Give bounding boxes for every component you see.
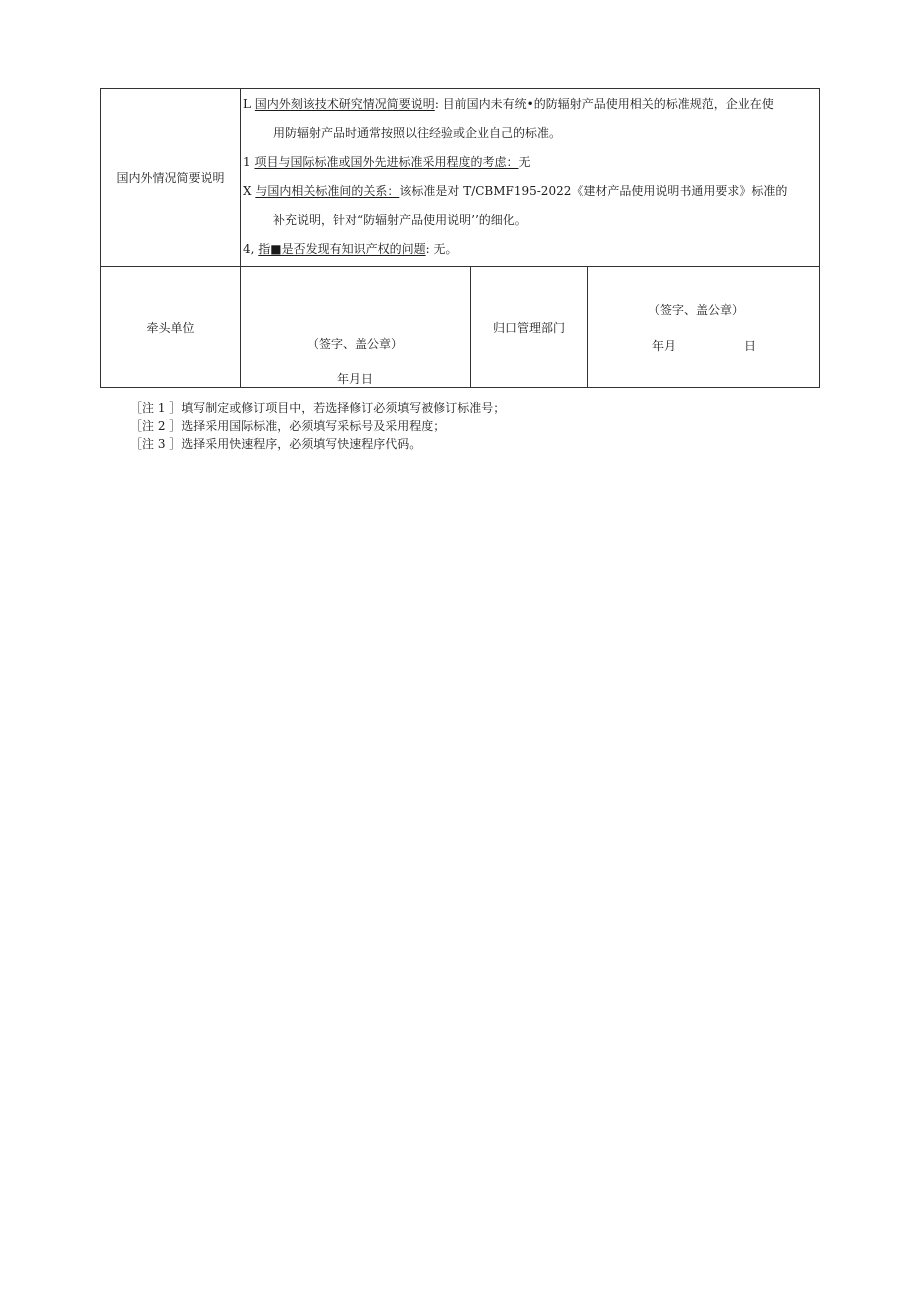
dept-month-text: 年月 [652, 339, 677, 353]
note-3: ［注 3 ］选择采用快速程序，必须填写快速程序代码。 [130, 437, 422, 451]
notes-list [130, 399, 505, 453]
dept-day-text: 日 [744, 339, 757, 353]
situation-item-3-continued: 补充说明，针对“防辐射产品使用说明’’的细化。 [273, 213, 527, 227]
dept-signature-cell [588, 267, 820, 388]
lead-unit-date-text: 年月日 [337, 372, 374, 386]
situation-item-2: 1 项目与国际标准或国外先进标准采用程度的考虑：无 [243, 155, 531, 169]
situation-item-3: X 与国内相关标准间的关系：该标准是对 T/CBMF195-2022《建材产品使用说明书通用要求》标准的 [243, 184, 788, 198]
situation-label: 国内外情况简要说明 [101, 89, 241, 267]
situation-content [241, 89, 820, 267]
signature-row [101, 267, 820, 388]
project-form-table [100, 88, 820, 388]
situation-row [101, 89, 820, 267]
situation-item-1: L 国内外刻该技术研究情况简要说明: 目前国内未有统•的防辐射产品使用相关的标准规范，企业在使 [243, 97, 774, 111]
situation-item-1-continued: 用防辐射产品时通常按照以往经验或企业自己的标准。 [273, 126, 562, 140]
note-2: ［注 2 ］选择采用国际标准，必须填写采标号及采用程度； [130, 419, 446, 433]
lead-unit-signature-cell [241, 267, 471, 388]
note-1: ［注 1 ］填写制定或修订项目中，若选择修订必须填写被修订标准号； [130, 401, 506, 415]
situation-item-4: 4, 指■是否发现有知识产权的问题: 无。 [243, 242, 458, 256]
lead-unit-label: 牵头单位 [101, 267, 241, 388]
dept-seal-text: （签字、盖公章） [648, 303, 745, 317]
lead-unit-seal-text: （签字、盖公章） [307, 337, 404, 351]
dept-label: 归口管理部门 [471, 267, 588, 388]
